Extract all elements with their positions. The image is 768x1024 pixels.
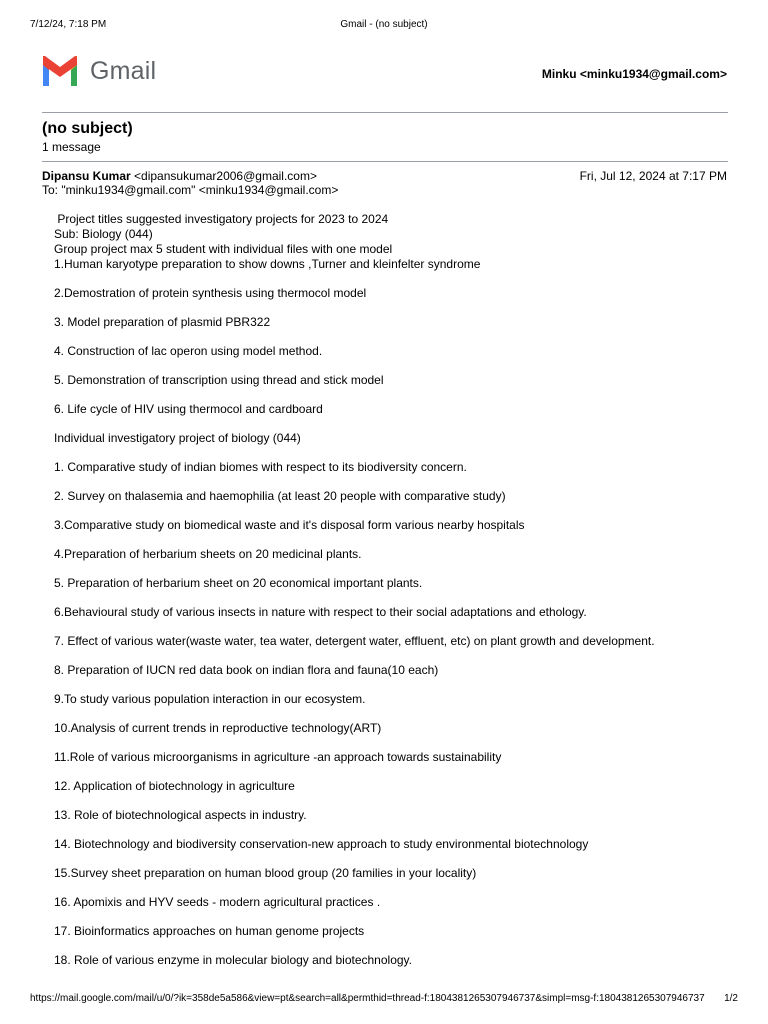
message-body	[54, 212, 728, 968]
message-divider	[42, 161, 728, 162]
message-intro	[54, 212, 728, 272]
sender-line	[42, 169, 317, 183]
intro-line: Project titles suggested investigatory projects for 2023 to 2024	[54, 212, 389, 226]
list-item: 7. Effect of various water(waste water, tea water, detergent water, effluent, etc) on plant growth and development.	[54, 634, 655, 648]
sender-name: Dipansu Kumar	[42, 169, 131, 183]
recipient-line: To: "minku1934@gmail.com" <minku1934@gmail.com>	[42, 183, 339, 197]
print-datetime: 7/12/24, 7:18 PM	[30, 19, 107, 30]
gmail-logo-icon	[40, 56, 80, 86]
list-item: 4.Preparation of herbarium sheets on 20 medicinal plants.	[54, 547, 362, 561]
list-item: 3.Comparative study on biomedical waste and it's disposal form various nearby hospitals	[54, 518, 525, 532]
message-count: 1 message	[42, 140, 101, 154]
list-item: 14. Biotechnology and biodiversity conservation-new approach to study environmental biotechnology	[54, 837, 589, 851]
list-item: 12. Application of biotechnology in agriculture	[54, 779, 295, 793]
intro-line: Sub: Biology (044)	[54, 227, 153, 241]
page-number: 1/2	[724, 993, 738, 1004]
list-item: 5. Preparation of herbarium sheet on 20 economical important plants.	[54, 576, 423, 590]
sender-email: <dipansukumar2006@gmail.com>	[134, 169, 317, 183]
list-item: 6. Life cycle of HIV using thermocol and cardboard	[54, 402, 323, 416]
list-item: 1. Comparative study of indian biomes with respect to its biodiversity concern.	[54, 460, 467, 474]
list-item: 2.Demostration of protein synthesis using thermocol model	[54, 286, 367, 300]
list-item: 18. Role of various enzyme in molecular biology and biotechnology.	[54, 953, 412, 967]
header-divider	[42, 112, 728, 113]
print-footer	[30, 993, 738, 1007]
print-header	[30, 19, 738, 33]
list-item: 8. Preparation of IUCN red data book on indian flora and fauna(10 each)	[54, 663, 439, 677]
list-item: 10.Analysis of current trends in reproductive technology(ART)	[54, 721, 382, 735]
gmail-wordmark: Gmail	[90, 56, 157, 85]
list-item: 17. Bioinformatics approaches on human genome projects	[54, 924, 365, 938]
list-item: 13. Role of biotechnological aspects in industry.	[54, 808, 307, 822]
print-url[interactable]: https://mail.google.com/mail/u/0/?ik=358de5a586&view=pt&search=all&permthid=thread-f:1804381265307946737&simpl=msg-f:1804381265307946737	[30, 993, 705, 1004]
list-item: 5. Demonstration of transcription using thread and stick model	[54, 373, 384, 387]
print-title: Gmail - (no subject)	[340, 19, 428, 30]
list-item: 2. Survey on thalasemia and haemophilia (at least 20 people with comparative study)	[54, 489, 506, 503]
list-item: 11.Role of various microorganisms in agriculture -an approach towards sustainability	[54, 750, 502, 764]
list-item: 4. Construction of lac operon using model method.	[54, 344, 323, 358]
list-item: 15.Survey sheet preparation on human blood group (20 families in your locality)	[54, 866, 477, 880]
section-heading: Individual investigatory project of biology (044)	[54, 431, 301, 445]
message-date: Fri, Jul 12, 2024 at 7:17 PM	[579, 169, 727, 183]
intro-line: 1.Human karyotype preparation to show downs ,Turner and kleinfelter syndrome	[54, 257, 481, 271]
intro-line: Group project max 5 student with individual files with one model	[54, 242, 393, 256]
list-item: 9.To study various population interaction in our ecosystem.	[54, 692, 366, 706]
list-item: 16. Apomixis and HYV seeds - modern agricultural practices .	[54, 895, 381, 909]
thread-subject: (no subject)	[42, 120, 133, 137]
gmail-logo[interactable]	[40, 56, 156, 86]
account-label: Minku <minku1934@gmail.com>	[541, 67, 727, 81]
list-item: 6.Behavioural study of various insects in nature with respect to their social adaptations and ethology.	[54, 605, 587, 619]
list-item: 3. Model preparation of plasmid PBR322	[54, 315, 271, 329]
